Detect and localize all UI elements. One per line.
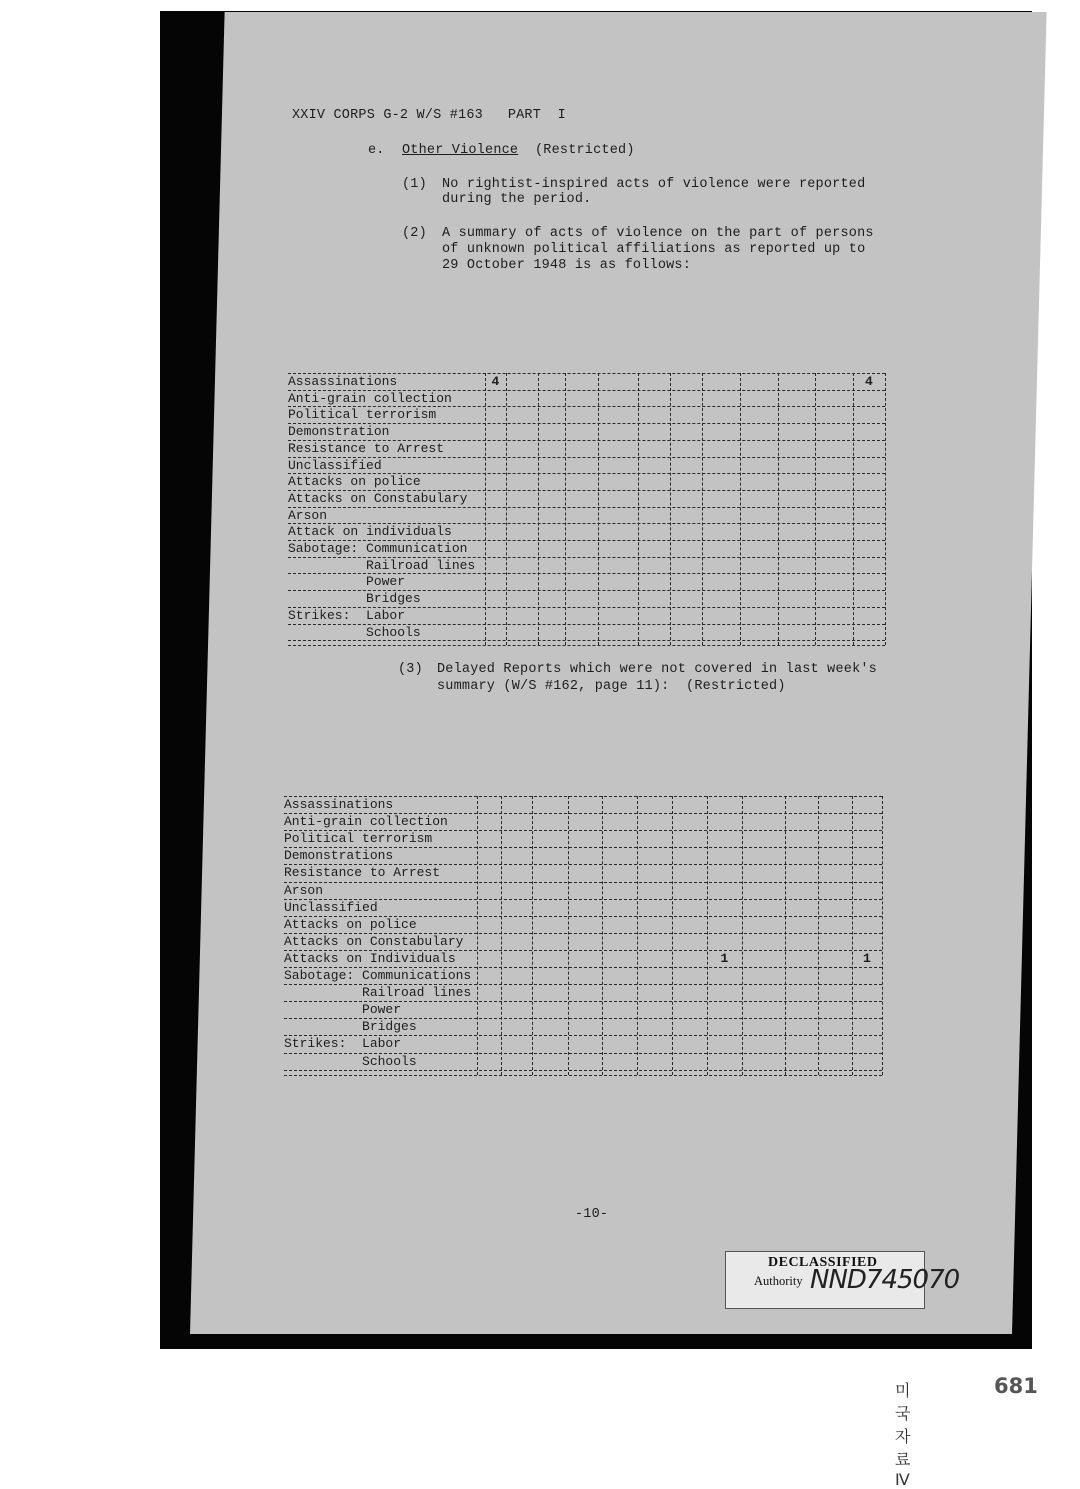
table-column-rule [853,373,854,645]
table-column-rule [882,796,883,1075]
document-header: XXIV CORPS G-2 W/S #163 PART I [292,108,566,123]
row-label: Anti-grain collection [288,390,452,406]
table-column-rule [565,373,566,645]
table-column-rule [778,373,779,645]
row-label: Political terrorism [284,831,433,847]
table-rule [284,882,882,883]
row-label: Attacks on Constabulary [284,933,464,949]
table-column-rule [785,796,786,1075]
item1-line1: No rightist-inspired acts of violence were reported [442,177,866,192]
table-column-rule [477,796,478,1075]
row-label: Attacks on police [284,916,417,932]
row-label: Strikes: Labor [284,1036,402,1052]
table-column-rule [501,796,502,1075]
row-label: Schools [284,1053,417,1069]
table-column-rule [538,373,539,645]
item3-line1: Delayed Reports which were not covered in last week's [437,662,877,677]
table-column-rule [568,796,569,1075]
table-rule [284,1075,882,1076]
item1-line2: during the period. [442,192,592,207]
table-rule [284,1070,882,1071]
row-label: Railroad lines [288,557,476,573]
row-label: Unclassified [284,899,378,915]
row-label: Attack on individuals [288,524,452,540]
table-column-rule [532,796,533,1075]
row-label: Anti-grain collection [284,814,448,830]
table-column-rule [670,373,671,645]
row-label: Arson [288,507,328,523]
row-label: Assassinations [288,374,398,389]
row-label: Strikes: Labor [288,607,406,623]
row-label: Sabotage: Communications [284,968,472,983]
item3-line2: summary (W/S #162, page 11): (Restricted) [437,679,786,694]
table-column-rule [742,796,743,1075]
table-column-rule [637,796,638,1075]
row-label: Railroad lines [284,985,472,1001]
table-column-rule [702,373,703,645]
item1-number: (1) [402,177,427,192]
stamp-title: DECLASSIFIED [768,1255,878,1270]
table-column-rule [506,373,507,645]
book-page-number: 681 [994,1374,1038,1398]
table-column-rule [598,373,599,645]
row-label: Unclassified [288,457,382,473]
row-label: Attacks on Constabulary [288,490,468,506]
item3-number: (3) [398,662,423,677]
row-label: Attacks on Individuals [284,950,456,966]
stamp-authority-value: NND745070 [810,1265,960,1295]
row-label: Sabotage: Communication [288,541,468,556]
section-classification: (Restricted) [535,143,635,158]
row-label: Power [284,1002,402,1018]
table-column-rule [672,796,673,1075]
row-label: Arson [284,882,324,898]
row-label: Political terrorism [288,407,437,423]
row-label: Attacks on police [288,474,421,490]
table-column-rule [852,796,853,1075]
row-label: Resistance to Arrest [288,440,445,456]
table-rule [288,645,885,646]
table-cell: 1 [863,950,871,966]
table-cell: 4 [865,374,873,389]
section-label: e. [368,143,385,158]
table-column-rule [815,373,816,645]
item2-line2: of unknown political affiliations as reported up to [442,242,866,257]
stamp-authority-label: Authority [754,1274,803,1288]
item2-line1: A summary of acts of violence on the part of persons [442,226,874,241]
table-cell: 1 [720,950,729,966]
row-label: Schools [288,624,421,640]
item2-number: (2) [402,226,427,241]
row-label: Bridges [288,591,421,607]
page-number: -10- [575,1207,609,1222]
table-column-rule [602,796,603,1075]
book-label: 미국자료 Ⅳ [895,1381,911,1489]
table-column-rule [485,373,486,645]
row-label: Demonstration [288,424,390,440]
table-column-rule [707,796,708,1075]
row-label: Assassinations [284,797,394,812]
row-label: Power [288,574,406,590]
table-column-rule [638,373,639,645]
declassified-stamp [725,1251,960,1309]
row-label: Resistance to Arrest [284,865,441,881]
table-column-rule [818,796,819,1075]
row-label: Bridges [284,1019,417,1035]
row-label: Demonstrations [284,848,394,864]
section-title: Other Violence [402,143,519,158]
table-cell: 4 [491,374,500,389]
item2-line3: 29 October 1948 is as follows: [442,258,692,273]
table-column-rule [740,373,741,645]
table-column-rule [885,373,886,645]
